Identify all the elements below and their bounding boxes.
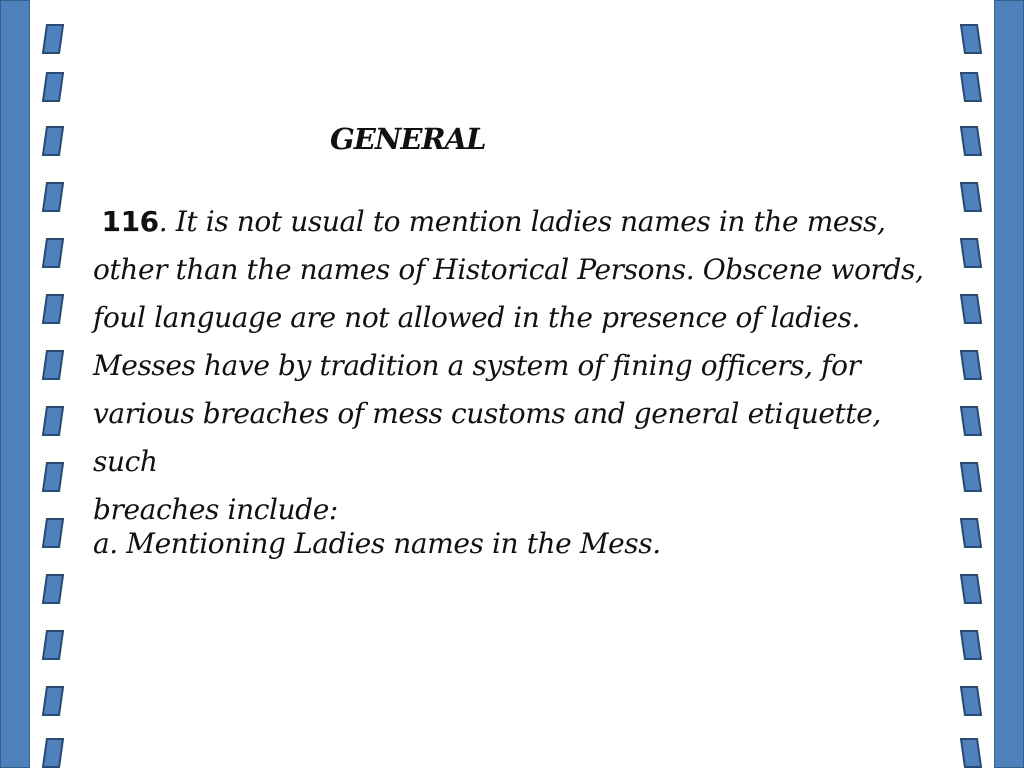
paragraph-116	[93, 198, 943, 534]
right-notch	[960, 182, 982, 212]
left-notch	[42, 72, 64, 102]
right-notch	[960, 72, 982, 102]
right-notch	[960, 630, 982, 660]
paragraph-line-2: other than the names of Historical Persons. Obscene words,	[93, 253, 924, 286]
left-notch	[42, 518, 64, 548]
paragraph-number: 116	[101, 205, 159, 238]
right-notch	[960, 24, 982, 54]
paragraph-line-3: foul language are not allowed in the presence of ladies.	[93, 301, 860, 334]
left-notch	[42, 686, 64, 716]
right-notch	[960, 126, 982, 156]
left-notch	[42, 630, 64, 660]
right-notch	[960, 238, 982, 268]
right-notch	[960, 518, 982, 548]
left-notch	[42, 238, 64, 268]
paragraph-line-5: various breaches of mess customs and general etiquette, such	[93, 397, 881, 478]
page-heading: GENERAL	[330, 122, 486, 156]
right-notch	[960, 738, 982, 768]
left-notch	[42, 406, 64, 436]
right-notch	[960, 462, 982, 492]
list-item-a: a. Mentioning Ladies names in the Mess.	[93, 527, 661, 560]
left-notch	[42, 462, 64, 492]
paragraph-line-6: breaches include:	[93, 493, 338, 526]
left-notch	[42, 738, 64, 768]
left-border-strip	[0, 0, 30, 768]
right-notch	[960, 294, 982, 324]
right-notch	[960, 686, 982, 716]
right-notch	[960, 350, 982, 380]
left-notch	[42, 24, 64, 54]
paragraph-line-4: Messes have by tradition a system of fining officers, for	[93, 349, 861, 382]
left-notch	[42, 294, 64, 324]
paragraph-line-1: . It is not usual to mention ladies names in the mess,	[158, 205, 886, 238]
left-notch	[42, 182, 64, 212]
left-notch	[42, 126, 64, 156]
right-border-strip	[994, 0, 1024, 768]
right-notch	[960, 574, 982, 604]
right-notch	[960, 406, 982, 436]
left-notch	[42, 574, 64, 604]
left-notch	[42, 350, 64, 380]
